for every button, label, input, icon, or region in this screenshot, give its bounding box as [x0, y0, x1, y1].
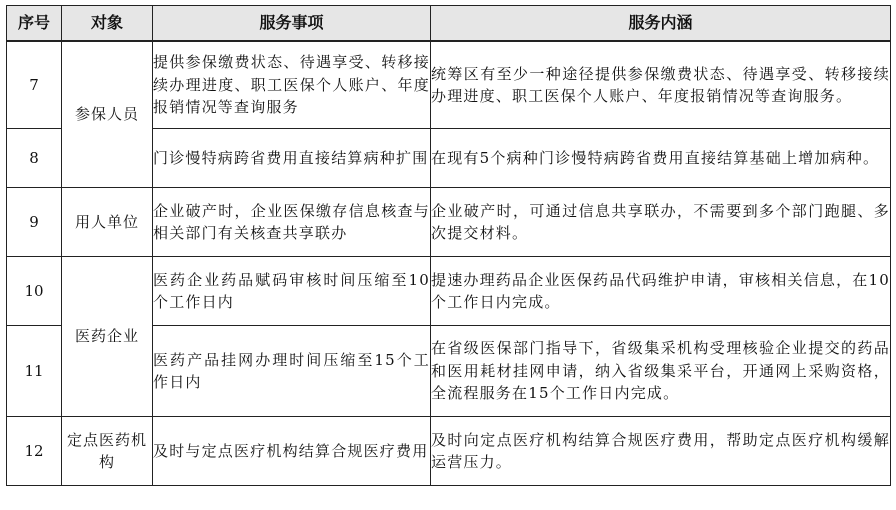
row-item: 企业破产时，企业医保缴存信息核查与相关部门有关核查共享联办 — [153, 188, 431, 257]
row-item: 医药企业药品赋码审核时间压缩至10个工作日内 — [153, 257, 431, 326]
row-seq: 8 — [7, 129, 62, 188]
row-seq: 11 — [7, 326, 62, 417]
header-row — [7, 6, 891, 42]
header-item: 服务事项 — [153, 6, 431, 42]
row-content: 在省级医保部门指导下，省级集采机构受理核验企业提交的药品和医用耗材挂网申请，纳入省级集采平台，开通网上采购资格，全流程服务在15个工作日内完成。 — [431, 326, 891, 417]
row-object: 医药企业 — [62, 257, 153, 417]
table-row — [7, 188, 891, 257]
header-content: 服务内涵 — [431, 6, 891, 42]
table-row — [7, 41, 891, 129]
row-content: 在现有5个病种门诊慢特病跨省费用直接结算基础上增加病种。 — [431, 129, 891, 188]
header-object: 对象 — [62, 6, 153, 42]
row-seq: 10 — [7, 257, 62, 326]
row-content: 企业破产时，可通过信息共享联办，不需要到多个部门跑腿、多次提交材料。 — [431, 188, 891, 257]
row-seq: 7 — [7, 41, 62, 129]
row-item: 及时与定点医疗机构结算合规医疗费用 — [153, 417, 431, 486]
row-content: 统筹区有至少一种途径提供参保缴费状态、待遇享受、转移接续办理进度、职工医保个人账户、年度报销情况等查询服务。 — [431, 41, 891, 129]
row-seq: 12 — [7, 417, 62, 486]
services-table — [6, 5, 891, 486]
row-content: 及时向定点医疗机构结算合规医疗费用，帮助定点医疗机构缓解运营压力。 — [431, 417, 891, 486]
row-item: 医药产品挂网办理时间压缩至15个工作日内 — [153, 326, 431, 417]
row-seq: 9 — [7, 188, 62, 257]
table-row — [7, 417, 891, 486]
header-seq: 序号 — [7, 6, 62, 42]
row-object: 用人单位 — [62, 188, 153, 257]
row-item: 提供参保缴费状态、待遇享受、转移接续办理进度、职工医保个人账户、年度报销情况等查询服务 — [153, 41, 431, 129]
table-row — [7, 257, 891, 326]
row-item: 门诊慢特病跨省费用直接结算病种扩围 — [153, 129, 431, 188]
row-object: 定点医药机构 — [62, 417, 153, 486]
row-content: 提速办理药品企业医保药品代码维护申请，审核相关信息，在10个工作日内完成。 — [431, 257, 891, 326]
row-object: 参保人员 — [62, 41, 153, 188]
